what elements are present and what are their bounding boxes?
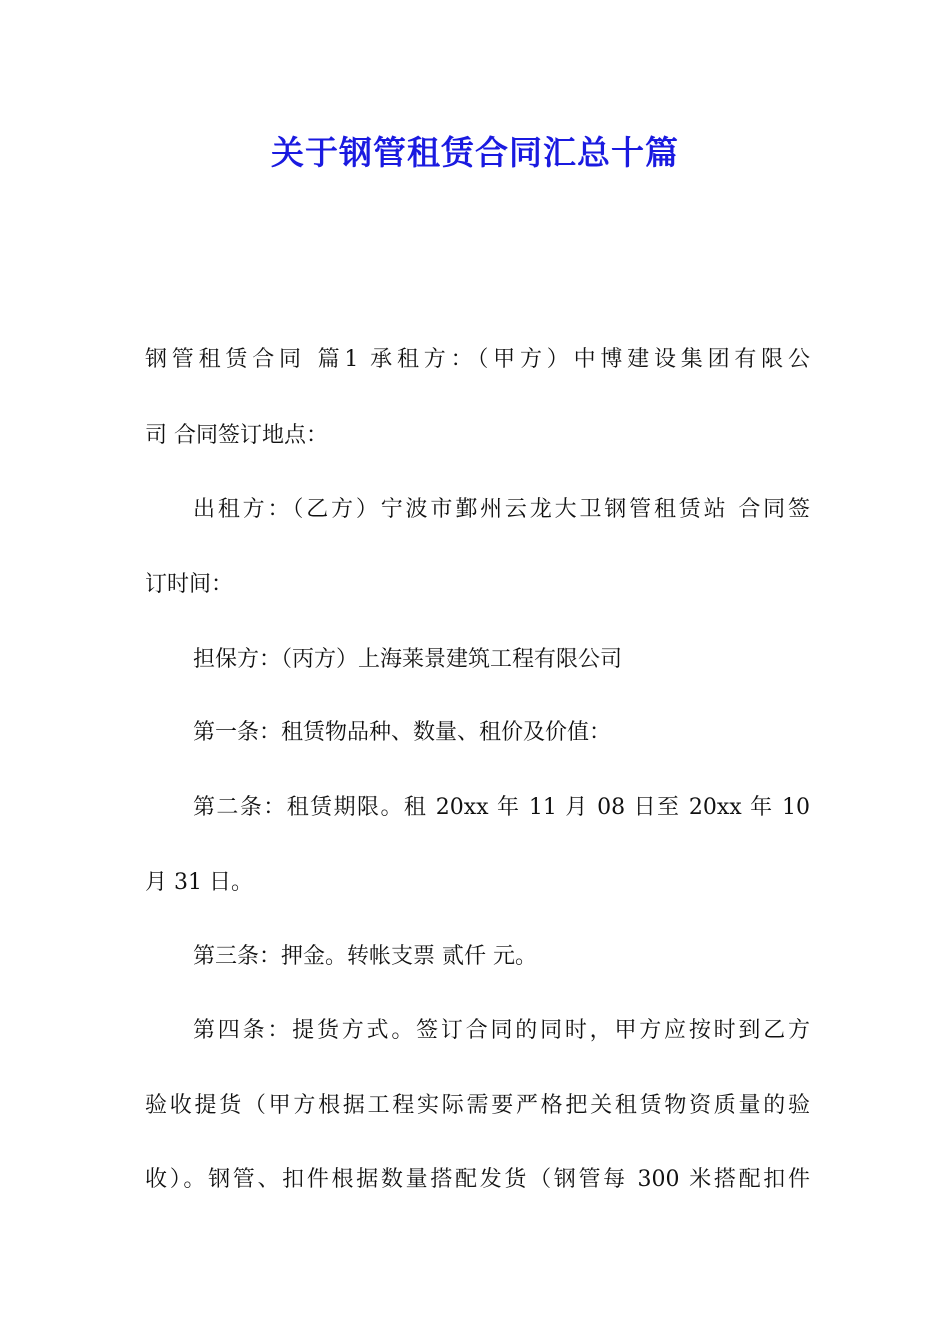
paragraph-line-6: 第一条：租赁物品种、数量、租价及价值： (193, 720, 612, 745)
paragraph-line-4: 订时间： (145, 572, 234, 597)
paragraph-line-12: 收）。钢管、扣件根据数量搭配发货（钢管每 300 米搭配扣件 (145, 1167, 810, 1192)
paragraph-line-1: 钢管租赁合同 篇1 承租方：（甲方）中博建设集团有限公 (145, 347, 810, 372)
paragraph-line-3: 出租方：（乙方）宁波市鄞州云龙大卫钢管租赁站 合同签 (193, 497, 810, 522)
paragraph-line-11: 验收提货（甲方根据工程实际需要严格把关租赁物资质量的验 (145, 1093, 810, 1118)
paragraph-line-10: 第四条：提货方式。签订合同的同时，甲方应按时到乙方 (193, 1018, 810, 1043)
paragraph-line-9: 第三条：押金。转帐支票 贰仟 元。 (193, 944, 537, 969)
paragraph-line-7: 第二条：租赁期限。租 20xx 年 11 月 08 日至 20xx 年 10 (193, 795, 810, 820)
paragraph-line-8: 月 31 日。 (145, 870, 253, 895)
document-title: 关于钢管租赁合同汇总十篇 (271, 133, 679, 172)
paragraph-line-5: 担保方：（丙方）上海莱景建筑工程有限公司 (193, 647, 623, 672)
paragraph-line-2: 司 合同签订地点： (145, 423, 328, 448)
